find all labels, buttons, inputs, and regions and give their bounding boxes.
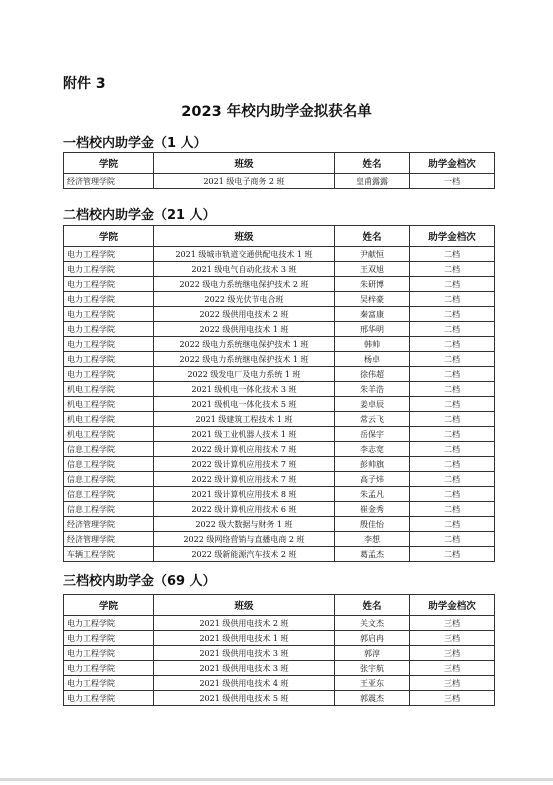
cell-class: 2022 级计算机应用技术 6 班 bbox=[154, 502, 335, 517]
annex-label: 附件 3 bbox=[63, 76, 106, 92]
cell-name: 徐伟超 bbox=[335, 367, 410, 382]
cell-class: 2022 级大数据与财务 1 班 bbox=[154, 517, 335, 532]
cell-class: 2021 级供用电技术 3 班 bbox=[154, 646, 335, 661]
header-college: 学院 bbox=[64, 595, 154, 616]
cell-class: 2021 级机电一体化技术 5 班 bbox=[154, 397, 335, 412]
cell-college: 电力工程学院 bbox=[64, 676, 154, 691]
cell-name: 殷佳怡 bbox=[335, 517, 410, 532]
cell-class: 2021 级供用电技术 1 班 bbox=[154, 631, 335, 646]
table-row bbox=[64, 517, 495, 532]
cell-college: 电力工程学院 bbox=[64, 646, 154, 661]
section-heading-tier-1: 一档校内助学金（1 人） bbox=[63, 136, 207, 151]
cell-grade: 二档 bbox=[410, 382, 495, 397]
header-class: 班级 bbox=[154, 226, 335, 247]
cell-class: 2021 级计算机应用技术 8 班 bbox=[154, 487, 335, 502]
cell-class: 2021 级供用电技术 2 班 bbox=[154, 616, 335, 631]
cell-college: 电力工程学院 bbox=[64, 322, 154, 337]
cell-class: 2022 级光伏节电合班 bbox=[154, 292, 335, 307]
cell-grade: 三档 bbox=[410, 661, 495, 676]
table-header bbox=[64, 153, 495, 174]
cell-college: 电力工程学院 bbox=[64, 631, 154, 646]
table-row bbox=[64, 547, 495, 562]
cell-grade: 二档 bbox=[410, 457, 495, 472]
cell-college: 经济管理学院 bbox=[64, 532, 154, 547]
cell-college: 机电工程学院 bbox=[64, 412, 154, 427]
table-row bbox=[64, 367, 495, 382]
cell-college: 电力工程学院 bbox=[64, 247, 154, 262]
table-row bbox=[64, 174, 495, 189]
cell-name: 彭帅旗 bbox=[335, 457, 410, 472]
cell-grade: 二档 bbox=[410, 487, 495, 502]
cell-grade: 二档 bbox=[410, 322, 495, 337]
header-grade: 助学金档次 bbox=[410, 153, 495, 174]
cell-name: 秦富康 bbox=[335, 307, 410, 322]
cell-grade: 二档 bbox=[410, 337, 495, 352]
table-row bbox=[64, 691, 495, 706]
table-row bbox=[64, 337, 495, 352]
cell-grade: 二档 bbox=[410, 262, 495, 277]
cell-college: 电力工程学院 bbox=[64, 277, 154, 292]
table-row bbox=[64, 427, 495, 442]
table-row bbox=[64, 352, 495, 367]
cell-college: 信息工程学院 bbox=[64, 502, 154, 517]
cell-college: 信息工程学院 bbox=[64, 442, 154, 457]
cell-college: 电力工程学院 bbox=[64, 691, 154, 706]
table-row bbox=[64, 397, 495, 412]
cell-grade: 二档 bbox=[410, 307, 495, 322]
cell-grade: 二档 bbox=[410, 502, 495, 517]
cell-name: 王双旭 bbox=[335, 262, 410, 277]
table-row bbox=[64, 487, 495, 502]
cell-class: 2022 级电力系统继电保护技术 1 班 bbox=[154, 352, 335, 367]
cell-college: 电力工程学院 bbox=[64, 337, 154, 352]
cell-grade: 二档 bbox=[410, 247, 495, 262]
cell-name: 岳保宇 bbox=[335, 427, 410, 442]
section-heading-tier-3: 三档校内助学金（69 人） bbox=[63, 574, 216, 589]
table-row bbox=[64, 646, 495, 661]
cell-college: 电力工程学院 bbox=[64, 262, 154, 277]
table-row bbox=[64, 277, 495, 292]
cell-class: 2022 级发电厂及电力系统 1 班 bbox=[154, 367, 335, 382]
cell-grade: 一档 bbox=[410, 174, 495, 189]
cell-name: 皇甫露露 bbox=[335, 174, 410, 189]
cell-name: 王亚东 bbox=[335, 676, 410, 691]
cell-grade: 三档 bbox=[410, 631, 495, 646]
table-row bbox=[64, 532, 495, 547]
cell-grade: 二档 bbox=[410, 352, 495, 367]
cell-class: 2022 级供用电技术 2 班 bbox=[154, 307, 335, 322]
cell-grade: 三档 bbox=[410, 646, 495, 661]
cell-grade: 二档 bbox=[410, 472, 495, 487]
cell-name: 郭震杰 bbox=[335, 691, 410, 706]
table-row bbox=[64, 631, 495, 646]
tier-3-table bbox=[63, 594, 495, 706]
cell-grade: 二档 bbox=[410, 517, 495, 532]
table-row bbox=[64, 262, 495, 277]
cell-name: 郭启冉 bbox=[335, 631, 410, 646]
cell-college: 信息工程学院 bbox=[64, 487, 154, 502]
cell-name: 郭淳 bbox=[335, 646, 410, 661]
cell-name: 常云飞 bbox=[335, 412, 410, 427]
cell-class: 2021 级供用电技术 3 班 bbox=[154, 661, 335, 676]
cell-grade: 二档 bbox=[410, 292, 495, 307]
cell-college: 经济管理学院 bbox=[64, 174, 154, 189]
cell-class: 2022 级计算机应用技术 7 班 bbox=[154, 442, 335, 457]
header-name: 姓名 bbox=[335, 595, 410, 616]
cell-name: 邢华明 bbox=[335, 322, 410, 337]
table-row bbox=[64, 322, 495, 337]
cell-grade: 二档 bbox=[410, 442, 495, 457]
cell-college: 机电工程学院 bbox=[64, 397, 154, 412]
cell-class: 2021 级机电一体化技术 3 班 bbox=[154, 382, 335, 397]
cell-class: 2021 级电气自动化技术 3 班 bbox=[154, 262, 335, 277]
cell-class: 2022 级计算机应用技术 7 班 bbox=[154, 472, 335, 487]
cell-name: 朱羊浩 bbox=[335, 382, 410, 397]
cell-class: 2022 级电力系统继电保护技术 2 班 bbox=[154, 277, 335, 292]
cell-name: 杨卓 bbox=[335, 352, 410, 367]
cell-college: 电力工程学院 bbox=[64, 292, 154, 307]
table-row bbox=[64, 382, 495, 397]
header-grade: 助学金档次 bbox=[410, 595, 495, 616]
cell-college: 信息工程学院 bbox=[64, 472, 154, 487]
header-name: 姓名 bbox=[335, 226, 410, 247]
cell-name: 高子炜 bbox=[335, 472, 410, 487]
cell-class: 2021 级建筑工程技术 1 班 bbox=[154, 412, 335, 427]
table-row bbox=[64, 457, 495, 472]
cell-grade: 二档 bbox=[410, 412, 495, 427]
header-college: 学院 bbox=[64, 153, 154, 174]
cell-college: 电力工程学院 bbox=[64, 661, 154, 676]
cell-name: 韩帅 bbox=[335, 337, 410, 352]
tier-2-table bbox=[63, 225, 495, 562]
cell-college: 电力工程学院 bbox=[64, 352, 154, 367]
cell-name: 葛孟杰 bbox=[335, 547, 410, 562]
section-heading-tier-2: 二档校内助学金（21 人） bbox=[63, 208, 216, 223]
cell-college: 电力工程学院 bbox=[64, 616, 154, 631]
document-title: 2023 年校内助学金拟获名单 bbox=[181, 104, 372, 120]
table-row bbox=[64, 307, 495, 322]
cell-name: 朱孟凡 bbox=[335, 487, 410, 502]
cell-class: 2021 级供用电技术 5 班 bbox=[154, 691, 335, 706]
table-row bbox=[64, 676, 495, 691]
table-row bbox=[64, 442, 495, 457]
cell-college: 经济管理学院 bbox=[64, 517, 154, 532]
cell-college: 电力工程学院 bbox=[64, 367, 154, 382]
cell-grade: 二档 bbox=[410, 397, 495, 412]
cell-grade: 三档 bbox=[410, 676, 495, 691]
header-class: 班级 bbox=[154, 153, 335, 174]
cell-college: 车辆工程学院 bbox=[64, 547, 154, 562]
table-row bbox=[64, 412, 495, 427]
cell-class: 2021 级城市轨道交通供配电技术 1 班 bbox=[154, 247, 335, 262]
header-class: 班级 bbox=[154, 595, 335, 616]
cell-class: 2021 级电子商务 2 班 bbox=[154, 174, 335, 189]
cell-college: 电力工程学院 bbox=[64, 307, 154, 322]
cell-name: 李想 bbox=[335, 532, 410, 547]
cell-grade: 二档 bbox=[410, 427, 495, 442]
cell-class: 2022 级计算机应用技术 7 班 bbox=[154, 457, 335, 472]
cell-name: 关文杰 bbox=[335, 616, 410, 631]
cell-name: 尹献恒 bbox=[335, 247, 410, 262]
cell-class: 2021 级工业机器人技术 1 班 bbox=[154, 427, 335, 442]
cell-class: 2022 级网络营销与直播电商 2 班 bbox=[154, 532, 335, 547]
cell-name: 张宇航 bbox=[335, 661, 410, 676]
table-row bbox=[64, 502, 495, 517]
cell-class: 2022 级供用电技术 1 班 bbox=[154, 322, 335, 337]
header-college: 学院 bbox=[64, 226, 154, 247]
cell-name: 朱研博 bbox=[335, 277, 410, 292]
cell-class: 2022 级电力系统继电保护技术 1 班 bbox=[154, 337, 335, 352]
header-grade: 助学金档次 bbox=[410, 226, 495, 247]
cell-grade: 二档 bbox=[410, 277, 495, 292]
table-header bbox=[64, 595, 495, 616]
table-row bbox=[64, 661, 495, 676]
cell-name: 崔金秀 bbox=[335, 502, 410, 517]
cell-class: 2021 级供用电技术 4 班 bbox=[154, 676, 335, 691]
cell-grade: 二档 bbox=[410, 547, 495, 562]
cell-grade: 二档 bbox=[410, 532, 495, 547]
cell-grade: 二档 bbox=[410, 367, 495, 382]
table-row bbox=[64, 292, 495, 307]
cell-class: 2022 级新能源汽车技术 2 班 bbox=[154, 547, 335, 562]
cell-name: 吴梓豪 bbox=[335, 292, 410, 307]
cell-college: 机电工程学院 bbox=[64, 382, 154, 397]
tier-1-table bbox=[63, 152, 495, 189]
page-bottom-divider bbox=[0, 778, 553, 781]
table-row bbox=[64, 472, 495, 487]
header-name: 姓名 bbox=[335, 153, 410, 174]
cell-name: 姜卓辰 bbox=[335, 397, 410, 412]
cell-grade: 三档 bbox=[410, 616, 495, 631]
cell-grade: 三档 bbox=[410, 691, 495, 706]
cell-name: 李志宽 bbox=[335, 442, 410, 457]
table-row bbox=[64, 616, 495, 631]
table-row bbox=[64, 247, 495, 262]
cell-college: 信息工程学院 bbox=[64, 457, 154, 472]
table-header bbox=[64, 226, 495, 247]
cell-college: 机电工程学院 bbox=[64, 427, 154, 442]
